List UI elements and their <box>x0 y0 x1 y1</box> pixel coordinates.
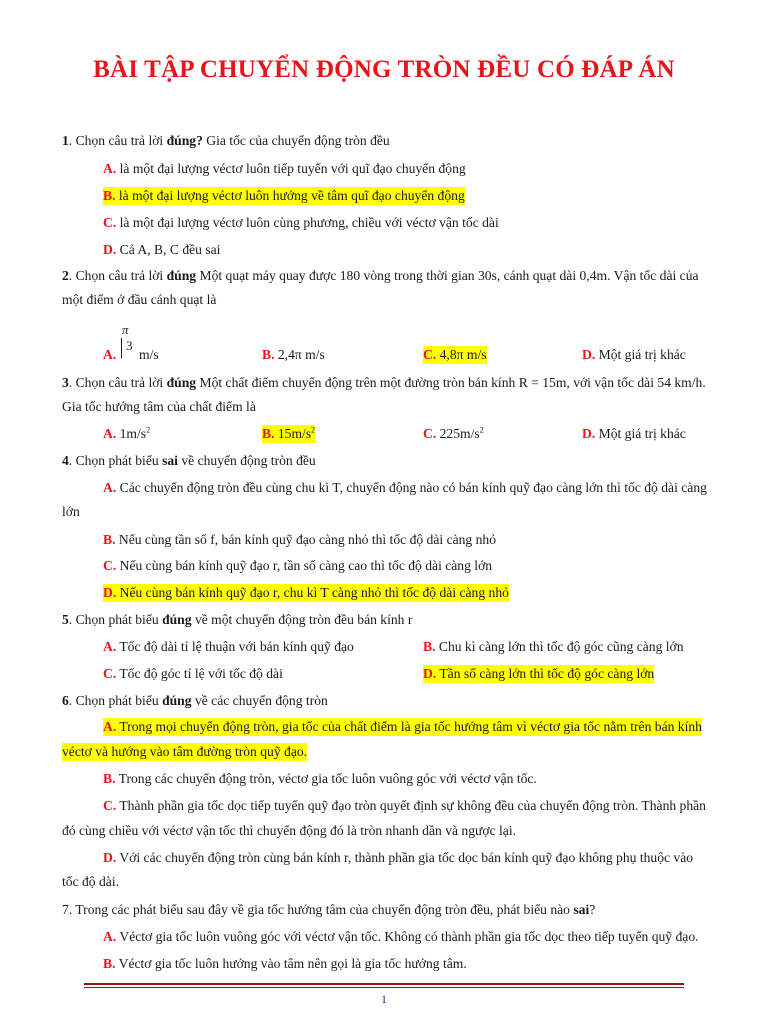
q4-option-c: C. Nếu cùng bán kính quỹ đạo r, tần số càng cao thì tốc độ dài càng lớn <box>103 558 493 573</box>
q2-option-c-answer: C. 4,8π m/s <box>423 347 487 362</box>
q1-option-a: A. là một đại lượng véctơ luôn tiếp tuyến với quĩ đạo chuyển động <box>103 161 466 176</box>
fraction-bar <box>121 338 122 358</box>
q2-option-d: D. Một giá trị khác <box>582 347 686 362</box>
q5-option-d-answer: D. Tần số càng lớn thì tốc độ góc càng lớn <box>423 666 655 681</box>
q2-a-denominator: 3 <box>126 338 133 353</box>
q2-a-unit: m/s <box>139 347 159 362</box>
q1-option-d: D. Cả A, B, C đều sai <box>103 242 221 257</box>
q1-option-c: C. là một đại lượng véctơ luôn cùng phương, chiều với véctơ vận tốc dài <box>103 215 499 230</box>
q5-option-a: A. Tốc độ dài tỉ lệ thuận với bán kính quỹ đạo <box>103 639 354 654</box>
q6-option-c-cont: đó cùng chiều với véctơ vận tốc thì chuyển động đó là tròn nhanh dần và ngược lại. <box>62 823 516 838</box>
q3-option-b-answer: B. $15m/s^2$ <box>262 425 316 441</box>
q4-option-b: B. Nếu cùng tần số f, bán kính quỹ đạo càng nhỏ thì tốc độ dài càng nhỏ <box>103 532 497 547</box>
question-2-cont: một điểm ở đầu cánh quạt là <box>62 292 217 307</box>
question-5: 5. Chọn phát biểu đúng về một chuyển động tròn đều bán kính r <box>62 612 413 627</box>
question-3: 3. Chọn câu trả lời đúng Một chất điểm chuyển động trên một đường tròn bán kính R = 15m, với vận tốc dài 54 km/h. <box>62 375 706 390</box>
question-6: 6. Chọn phát biểu đúng về các chuyển động tròn <box>62 693 328 708</box>
q2-option-a: A. <box>103 347 117 362</box>
q4-option-d-answer: D. Nếu cùng bán kính quỹ đạo r, chu kì T càng nhỏ thì tốc độ dài càng nhỏ <box>103 585 509 600</box>
page-number: 1 <box>381 992 387 1006</box>
q4-option-a: A. Các chuyển động tròn đều cùng chu kì T, chuyển động nào có bán kính quỹ đạo càng lớn thì tốc độ dài càng <box>103 480 707 495</box>
question-1: 1. Chọn câu trả lời đúng? Gia tốc của chuyển động tròn đều <box>62 133 390 148</box>
q1-option-b-answer: B. là một đại lượng véctơ luôn hướng về tâm quĩ đạo chuyển động <box>103 188 465 203</box>
q3-option-d: D. Một giá trị khác <box>582 426 686 441</box>
q7-option-a: A. Véctơ gia tốc luôn vuông góc với véctơ vận tốc. Không có thành phần gia tốc dọc theo tiếp tuyến quỹ đạo. <box>103 929 699 944</box>
q5-option-c: C. Tốc độ góc tỉ lệ với tốc độ dài <box>103 666 283 681</box>
q6-option-d: D. Với các chuyển động tròn cùng bán kính r, thành phần gia tốc dọc bán kính quỹ đạo không phụ thuộc vào <box>103 850 694 865</box>
q3-option-a: A. $1m/s^2$ <box>103 425 151 441</box>
q6-option-b: B. Trong các chuyển động tròn, véctơ gia tốc luôn vuông góc với véctơ vận tốc. <box>103 771 537 786</box>
q6-option-c: C. Thành phần gia tốc dọc tiếp tuyến quỹ đạo tròn quyết định sự không đều của chuyển động tròn. Thành phần <box>103 798 706 813</box>
footer-rule <box>84 983 684 985</box>
question-2: 2. Chọn câu trả lời đúng Một quạt máy quay được 180 vòng trong thời gian 30s, cánh quạt dài 0,4m. Vận tốc dài của <box>62 268 699 283</box>
footer-rule-thin <box>84 987 684 988</box>
q2-option-b: B. 2,4π m/s <box>262 347 325 362</box>
q5-option-b: B. Chu kì càng lớn thì tốc độ góc cũng càng lớn <box>423 639 684 654</box>
q6-option-a-cont: véctơ và hướng vào tâm đường tròn quỹ đạo. <box>62 744 308 759</box>
question-4: 4. Chọn phát biểu sai về chuyển động tròn đều <box>62 453 316 468</box>
q7-option-b: B. Véctơ gia tốc luôn hướng vào tâm nên gọi là gia tốc hướng tâm. <box>103 956 467 971</box>
question-7: 7. Trong các phát biểu sau đây về gia tốc hướng tâm của chuyển động tròn đều, phát biểu nào sai? <box>62 902 596 917</box>
question-number: 1 <box>62 133 69 148</box>
q3-option-c: C. $225m/s^2$ <box>423 425 484 441</box>
page-title: BÀI TẬP CHUYỂN ĐỘNG TRÒN ĐỀU CÓ ĐÁP ÁN <box>93 56 675 83</box>
q6-option-a-answer: A. Trong mọi chuyển động tròn, gia tốc của chất điểm là gia tốc hướng tâm vì véctơ gia tốc nằm trên bán kính <box>103 719 702 734</box>
q4-option-a-cont: lớn <box>62 504 80 519</box>
question-3-cont: Gia tốc hướng tâm của chất điểm là <box>62 399 256 414</box>
q6-option-d-cont: tốc độ dài. <box>62 874 120 889</box>
q2-a-numerator: π <box>122 322 129 337</box>
